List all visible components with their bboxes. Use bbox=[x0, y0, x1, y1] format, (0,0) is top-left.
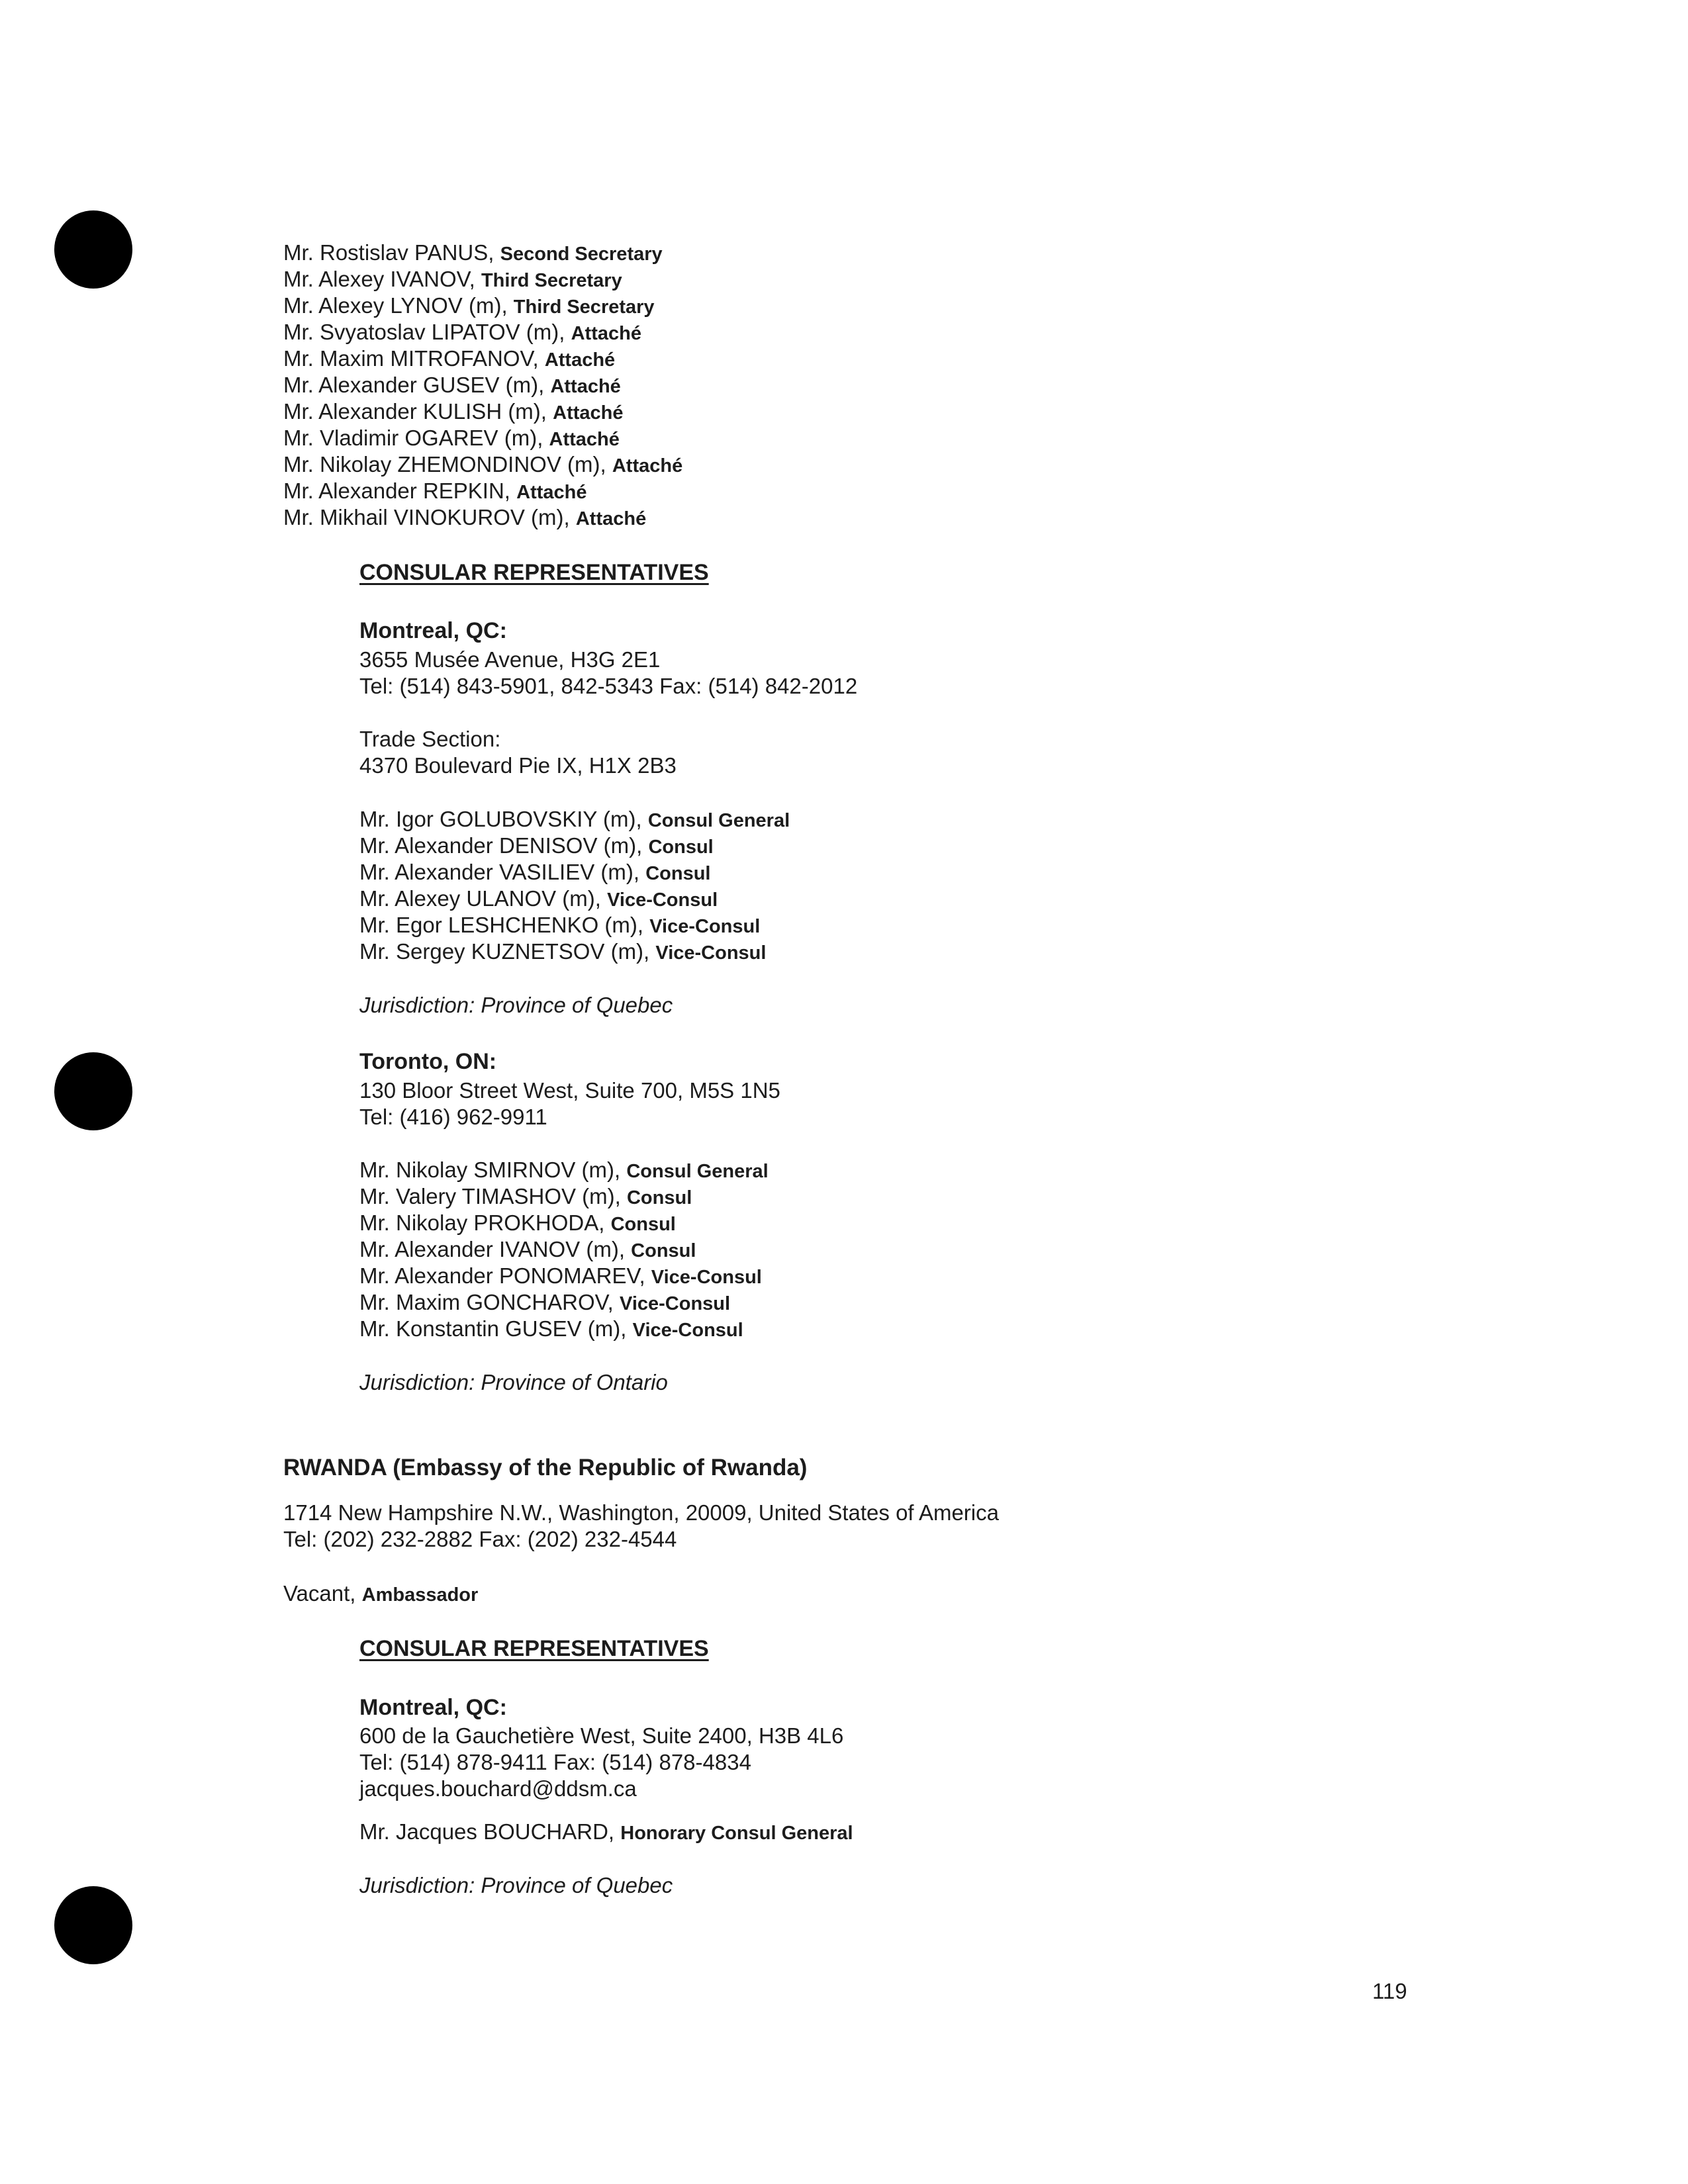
montreal-jurisdiction: Jurisdiction: Province of Quebec bbox=[359, 993, 673, 1017]
binder-hole-middle bbox=[54, 1052, 132, 1130]
rwanda-montreal-staff: Mr. Jacques BOUCHARD, Honorary Consul General bbox=[359, 1819, 853, 1844]
staff-entry: Mr. Alexey IVANOV, Third Secretary bbox=[283, 267, 622, 291]
rwanda-ambassador: Vacant, Ambassador bbox=[283, 1581, 479, 1606]
staff-entry: Mr. Alexey LYNOV (m), Third Secretary bbox=[283, 293, 655, 318]
staff-entry: Mr. Alexander KULISH (m), Attaché bbox=[283, 399, 624, 424]
trade-section-label: Trade Section: bbox=[359, 727, 501, 751]
rwanda-montreal-address: 600 de la Gauchetière West, Suite 2400, H3B 4L6 bbox=[359, 1723, 844, 1748]
staff-entry: Mr. Sergey KUZNETSOV (m), Vice-Consul bbox=[359, 939, 767, 964]
staff-entry: Mr. Konstantin GUSEV (m), Vice-Consul bbox=[359, 1316, 743, 1341]
staff-entry: Mr. Maxim MITROFANOV, Attaché bbox=[283, 346, 616, 371]
staff-entry: Mr. Alexander DENISOV (m), Consul bbox=[359, 833, 714, 858]
toronto-city-heading: Toronto, ON: bbox=[359, 1049, 497, 1074]
page-number: 119 bbox=[1372, 1979, 1407, 2003]
rwanda-phone: Tel: (202) 232-2882 Fax: (202) 232-4544 bbox=[283, 1527, 677, 1551]
staff-entry: Mr. Mikhail VINOKUROV (m), Attaché bbox=[283, 505, 647, 529]
consular-heading: CONSULAR REPRESENTATIVES bbox=[359, 560, 709, 585]
staff-entry: Mr. Alexey ULANOV (m), Vice-Consul bbox=[359, 886, 718, 911]
staff-entry: Mr. Alexander GUSEV (m), Attaché bbox=[283, 373, 621, 397]
staff-entry: Mr. Valery TIMASHOV (m), Consul bbox=[359, 1184, 692, 1208]
montreal-phone: Tel: (514) 843-5901, 842-5343 Fax: (514) 842-2012 bbox=[359, 674, 858, 698]
rwanda-country-heading: RWANDA (Embassy of the Republic of Rwanda) bbox=[283, 1455, 808, 1480]
staff-entry: Mr. Vladimir OGAREV (m), Attaché bbox=[283, 426, 620, 450]
rwanda-montreal-city-heading: Montreal, QC: bbox=[359, 1695, 507, 1720]
staff-entry: Mr. Alexander IVANOV (m), Consul bbox=[359, 1237, 696, 1261]
rwanda-montreal-jurisdiction: Jurisdiction: Province of Quebec bbox=[359, 1873, 673, 1897]
staff-entry: Mr. Rostislav PANUS, Second Secretary bbox=[283, 240, 663, 265]
binder-hole-top bbox=[54, 210, 132, 289]
rwanda-consular-heading: CONSULAR REPRESENTATIVES bbox=[359, 1636, 709, 1661]
staff-entry: Mr. Egor LESHCHENKO (m), Vice-Consul bbox=[359, 913, 761, 937]
staff-entry: Mr. Alexander VASILIEV (m), Consul bbox=[359, 860, 711, 884]
rwanda-montreal-email: jacques.bouchard@ddsm.ca bbox=[359, 1776, 637, 1801]
binder-hole-bottom bbox=[54, 1886, 132, 1964]
toronto-phone: Tel: (416) 962-9911 bbox=[359, 1105, 547, 1129]
staff-entry: Mr. Igor GOLUBOVSKIY (m), Consul General bbox=[359, 807, 790, 831]
trade-section-address: 4370 Boulevard Pie IX, H1X 2B3 bbox=[359, 753, 677, 778]
staff-entry: Mr. Alexander REPKIN, Attaché bbox=[283, 478, 587, 503]
staff-entry: Mr. Nikolay SMIRNOV (m), Consul General bbox=[359, 1158, 769, 1182]
toronto-jurisdiction: Jurisdiction: Province of Ontario bbox=[359, 1370, 668, 1394]
staff-entry: Mr. Alexander PONOMAREV, Vice-Consul bbox=[359, 1263, 762, 1288]
rwanda-montreal-phone: Tel: (514) 878-9411 Fax: (514) 878-4834 bbox=[359, 1750, 751, 1774]
staff-entry: Mr. Maxim GONCHAROV, Vice-Consul bbox=[359, 1290, 731, 1314]
toronto-address: 130 Bloor Street West, Suite 700, M5S 1N5 bbox=[359, 1078, 780, 1103]
staff-entry: Mr. Nikolay ZHEMONDINOV (m), Attaché bbox=[283, 452, 683, 477]
montreal-address: 3655 Musée Avenue, H3G 2E1 bbox=[359, 647, 661, 672]
staff-entry: Mr. Nikolay PROKHODA, Consul bbox=[359, 1210, 676, 1235]
staff-entry: Mr. Svyatoslav LIPATOV (m), Attaché bbox=[283, 320, 641, 344]
rwanda-address: 1714 New Hampshire N.W., Washington, 20009, United States of America bbox=[283, 1500, 999, 1525]
montreal-city-heading: Montreal, QC: bbox=[359, 618, 507, 643]
